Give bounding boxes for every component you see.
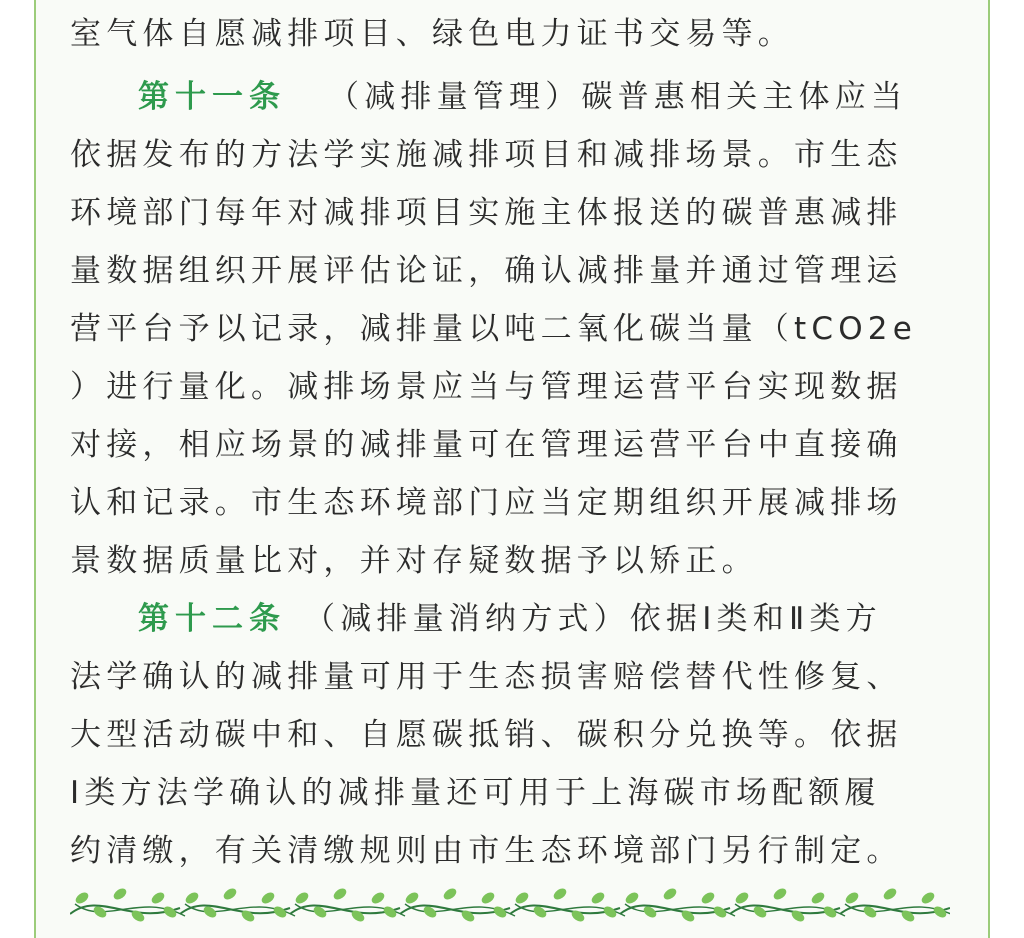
text-line: 依据发布的方法学实施减排项目和减排场景。市生态 <box>70 137 903 173</box>
text-line: 室气体自愿减排项目、绿色电力证书交易等。 <box>70 16 794 52</box>
article-11-text: （减排量管理）碳普惠相关主体应当 <box>328 79 908 115</box>
vine-border-icon <box>70 882 950 932</box>
article-body <box>70 0 950 880</box>
article-12-text: （减排量消纳方式）依据Ⅰ类和Ⅱ类方 <box>304 601 882 637</box>
text-line: 对接，相应场景的减排量可在管理运营平台中直接确 <box>70 427 903 463</box>
text-line: 认和记录。市生态环境部门应当定期组织开展减排场 <box>70 485 903 521</box>
text-line: 景数据质量比对，并对存疑数据予以矫正。 <box>70 543 758 579</box>
article-12-number: 第十二条 <box>138 601 286 637</box>
text-line: 大型活动碳中和、自愿碳抵销、碳积分兑换等。依据 <box>70 717 903 753</box>
text-line: ）进行量化。减排场景应当与管理运营平台实现数据 <box>70 369 903 405</box>
text-line: 营平台予以记录，减排量以吨二氧化碳当量（tCO2e <box>70 311 917 347</box>
article-11-number: 第十一条 <box>138 79 286 115</box>
article-11-heading <box>70 68 950 126</box>
text-line: 环境部门每年对减排项目实施主体报送的碳普惠减排 <box>70 195 903 231</box>
text-line: 量数据组织开展评估论证，确认减排量并通过管理运 <box>70 253 903 289</box>
text-line: Ⅰ类方法学确认的减排量还可用于上海碳市场配额履 <box>70 775 881 811</box>
text-line: 约清缴，有关清缴规则由市生态环境部门另行制定。 <box>70 833 903 869</box>
text-line: 法学确认的减排量可用于生态损害赔偿替代性修复、 <box>70 659 903 695</box>
article-12-heading <box>70 590 950 648</box>
